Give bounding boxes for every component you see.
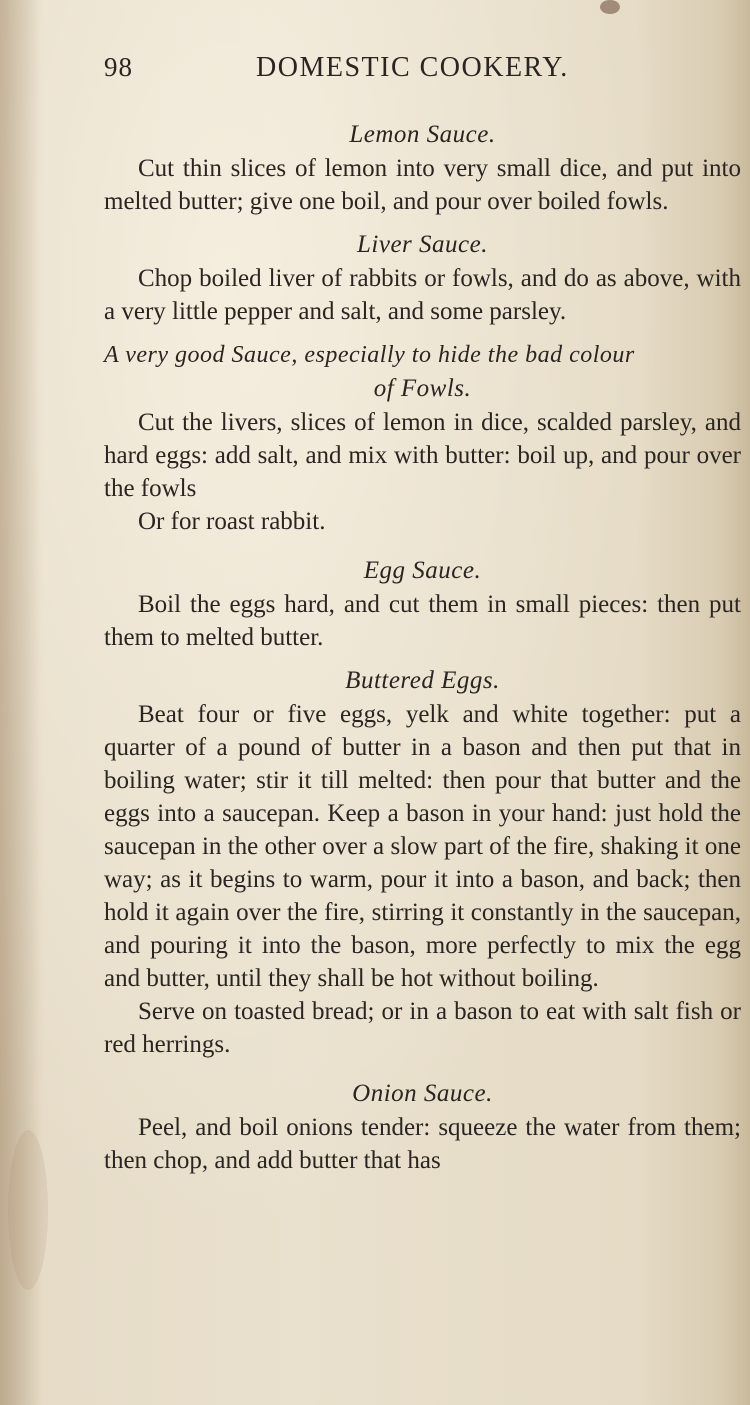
running-title: DOMESTIC COOKERY. bbox=[256, 52, 569, 83]
section-heading-continued: of Fowls. bbox=[373, 375, 472, 402]
page-header bbox=[104, 50, 610, 90]
paragraph: Peel, and boil onions tender: squeeze the water from them; then chop, and add butter that has bbox=[104, 1114, 741, 1174]
section-heading: Egg Sauce. bbox=[363, 557, 482, 584]
section-heading: Lemon Sauce. bbox=[349, 121, 496, 148]
section-heading: Liver Sauce. bbox=[357, 231, 488, 258]
page-number: 98 bbox=[104, 52, 133, 82]
page-stain bbox=[8, 1130, 48, 1290]
page-body bbox=[104, 116, 741, 1177]
page-stain bbox=[600, 0, 620, 14]
paragraph: Cut thin slices of lemon into very small dice, and put into melted butter; give one boil, and pour over boiled fowls. bbox=[104, 155, 741, 215]
section-heading: Buttered Eggs. bbox=[345, 667, 500, 694]
paragraph: Serve on toasted bread; or in a bason to eat with salt fish or red herrings. bbox=[104, 998, 741, 1058]
paragraph: Chop boiled liver of rabbits or fowls, and do as above, with a very little pepper and salt, and some parsley. bbox=[104, 265, 741, 325]
paragraph: Or for roast rabbit. bbox=[138, 508, 326, 535]
paragraph: Beat four or five eggs, yelk and white together: put a quarter of a pound of butter in a bason and then put that in boiling water; stir it till melted: then pour that butter and the eggs into a saucepan. Keep a bason in your hand: just hold the saucepan in the other over a slow part of the fire, shaking it one way; as it begins to warm, pour it into a bason, and back; then hold it again over the fire, stirring it constantly in the saucepan, and pouring it into the bason, more perfectly to mix the egg and butter, until they shall be hot without boiling. bbox=[104, 701, 741, 992]
paragraph: Cut the livers, slices of lemon in dice, scalded parsley, and hard eggs: add salt, and mix with butter: boil up, and pour over the fowls bbox=[104, 409, 741, 502]
paragraph: Boil the eggs hard, and cut them in small pieces: then put them to melted butter. bbox=[104, 591, 741, 651]
section-heading: A very good Sauce, especially to hide the bad colour bbox=[104, 342, 635, 368]
section-heading: Onion Sauce. bbox=[352, 1080, 493, 1107]
